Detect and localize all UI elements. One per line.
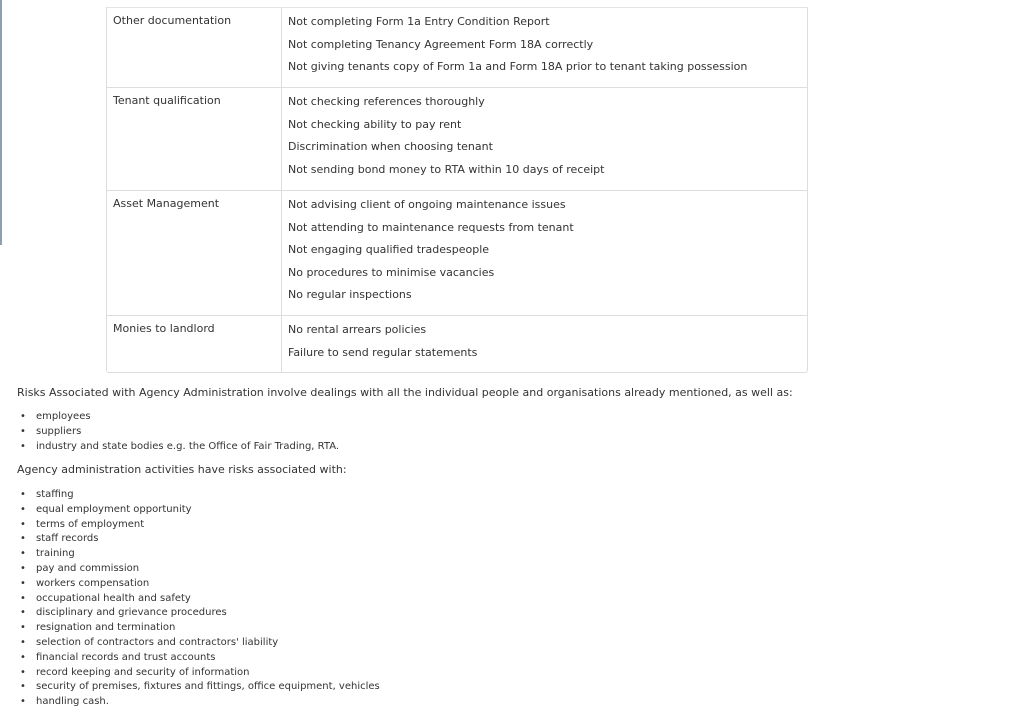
risk-item: Not engaging qualified tradespeople bbox=[288, 243, 490, 256]
list-item: • training bbox=[17, 547, 380, 562]
risk-item: Not checking references thoroughly bbox=[288, 95, 485, 108]
category-cell: Tenant qualification bbox=[107, 88, 282, 190]
items-cell bbox=[282, 88, 807, 190]
table-row bbox=[107, 87, 807, 190]
risk-item: No procedures to minimise vacancies bbox=[288, 265, 495, 279]
list-item: • staff records bbox=[17, 532, 380, 547]
category-cell: Monies to landlord bbox=[107, 316, 282, 372]
items-cell bbox=[282, 316, 807, 372]
bullet-list-parties bbox=[17, 410, 339, 454]
table-row bbox=[107, 8, 807, 87]
category-cell: Asset Management bbox=[107, 191, 282, 315]
list-item: • selection of contractors and contractors' liability bbox=[17, 636, 380, 651]
table-row bbox=[107, 315, 807, 372]
risk-item: No regular inspections bbox=[288, 288, 412, 301]
list-item: • employees bbox=[17, 410, 339, 425]
list-item: • pay and commission bbox=[17, 562, 380, 577]
risk-item: Not attending to maintenance requests from tenant bbox=[288, 220, 574, 234]
list-item: • occupational health and safety bbox=[17, 592, 380, 607]
list-item: • resignation and termination bbox=[17, 621, 380, 636]
risk-item: Discrimination when choosing tenant bbox=[288, 140, 493, 153]
items-cell bbox=[282, 191, 807, 315]
list-item: • suppliers bbox=[17, 425, 339, 440]
risk-item: Not completing Form 1a Entry Condition Report bbox=[288, 15, 550, 28]
bullet-list-activities bbox=[17, 488, 380, 710]
risk-item: Failure to send regular statements bbox=[288, 345, 478, 359]
list-item: • staffing bbox=[17, 488, 380, 503]
risk-item: Not advising client of ongoing maintenance issues bbox=[288, 198, 566, 211]
list-item: • record keeping and security of information bbox=[17, 666, 380, 681]
list-item: • equal employment opportunity bbox=[17, 503, 380, 518]
list-item: • industry and state bodies e.g. the Office of Fair Trading, RTA. bbox=[17, 440, 339, 455]
risk-item: Not completing Tenancy Agreement Form 18A correctly bbox=[288, 37, 594, 51]
paragraph-activities: Agency administration activities have risks associated with: bbox=[17, 463, 347, 476]
risk-table bbox=[106, 7, 808, 373]
risk-item: Not sending bond money to RTA within 10 days of receipt bbox=[288, 162, 605, 176]
list-item: • security of premises, fixtures and fittings, office equipment, vehicles bbox=[17, 680, 380, 695]
risk-item: Not checking ability to pay rent bbox=[288, 117, 462, 131]
paragraph-risks-administration: Risks Associated with Agency Administration involve dealings with all the individual people and organisations already mentioned, as well as: bbox=[17, 386, 793, 399]
list-item: • handling cash. bbox=[17, 695, 380, 710]
list-item: • disciplinary and grievance procedures bbox=[17, 606, 380, 621]
list-item: • terms of employment bbox=[17, 518, 380, 533]
window-left-edge bbox=[0, 0, 2, 245]
list-item: • financial records and trust accounts bbox=[17, 651, 380, 666]
risk-item: No rental arrears policies bbox=[288, 323, 427, 336]
list-item: • workers compensation bbox=[17, 577, 380, 592]
items-cell bbox=[282, 8, 807, 87]
table-row bbox=[107, 190, 807, 315]
category-cell: Other documentation bbox=[107, 8, 282, 87]
risk-item: Not giving tenants copy of Form 1a and Form 18A prior to tenant taking possession bbox=[288, 60, 748, 73]
